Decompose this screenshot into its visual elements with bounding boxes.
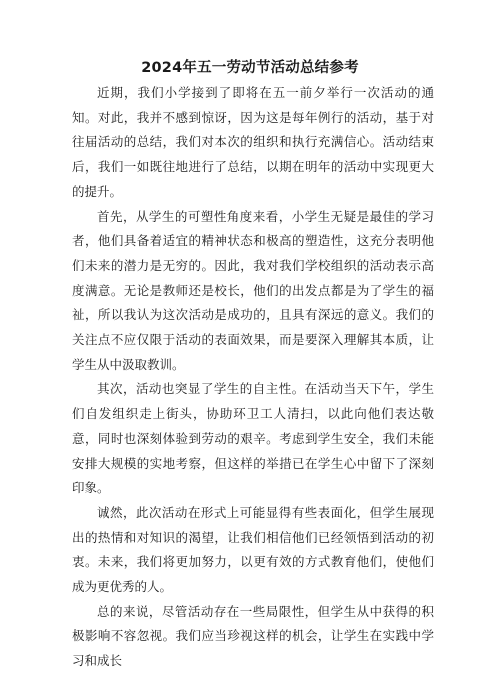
paragraph-5: 总的来说，尽管活动存在一些局限性，但学生从中获得的积极影响不容忽视。我们应当珍视这样的机会，让学生在实践中学习和成长 (72, 603, 434, 669)
paragraph-1: 近期，我们小学接到了即将在五一前夕举行一次活动的通知。对此，我并不感到惊讶，因为这是每年例行的活动，基于对往届活动的总结，我们对本次的组织和执行充满信心。活动结束后，我们一如既往地进行了总结，以期在明年的活动中实现更大的提升。 (72, 85, 434, 199)
paragraph-2: 首先，从学生的可塑性角度来看，小学生无疑是最佳的学习者，他们具备着适宜的精神状态和极高的塑造性，这充分表明他们未来的潜力是无穷的。因此，我对我们学校组织的活动表示高度满意。无论是教师还是校长，他们的出发点都是为了学生的福祉，所以我认为这次活动是成功的，且具有深远的意义。我们的关注点不应仅限于活动的表面效果，而是要深入理解其本质，让学生从中汲取教训。 (72, 208, 434, 372)
document-title: 2024年五一劳动节活动总结参考 (141, 60, 359, 76)
paragraph-4: 诚然，此次活动在形式上可能显得有些表面化，但学生展现出的热情和对知识的渴望，让我们相信他们已经领悟到活动的初衷。未来，我们将更加努力，以更有效的方式教育他们，使他们成为更优秀的人。 (72, 504, 434, 595)
document-body (72, 81, 434, 674)
paragraph-3: 其次，活动也突显了学生的自主性。在活动当天下午，学生们自发组织走上街头，协助环卫工人清扫，以此向他们表达敬意，同时也深刻体验到劳动的艰辛。考虑到学生安全，我们未能安排大规模的实地考察，但这样的举措已在学生心中留下了深刻印象。 (72, 381, 434, 496)
